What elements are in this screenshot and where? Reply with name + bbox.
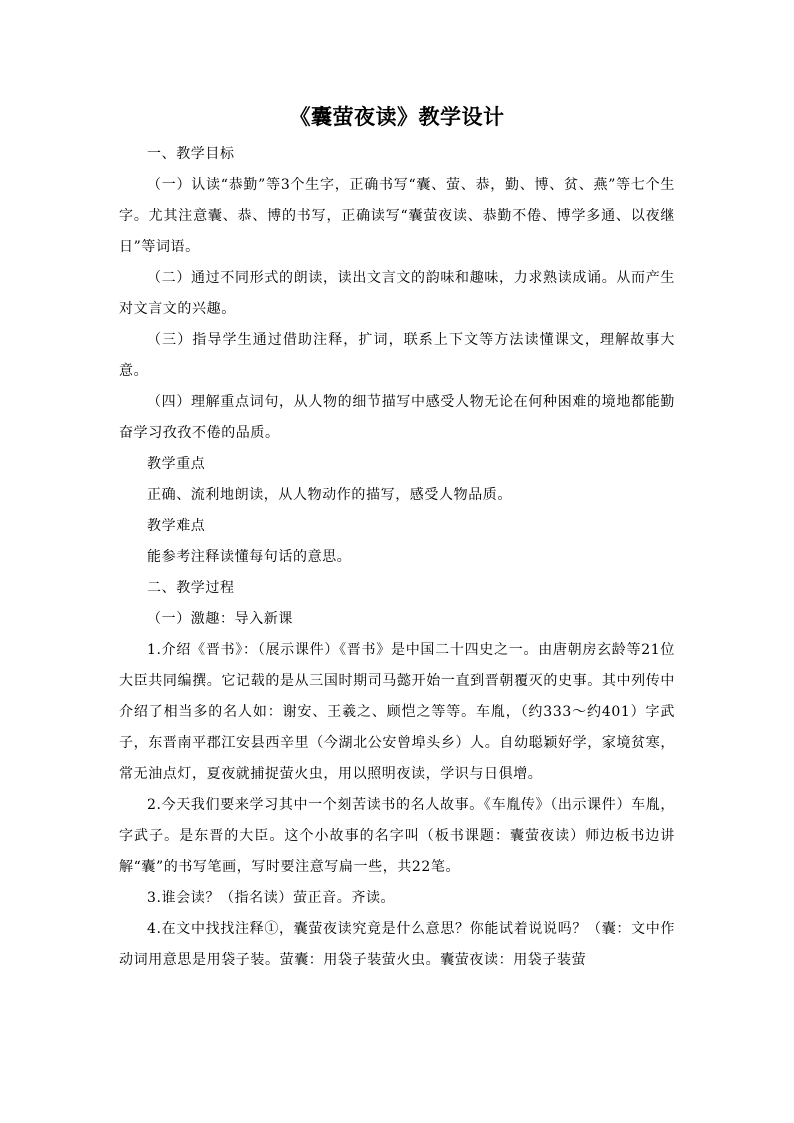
key-points-heading: 教学重点 bbox=[147, 456, 206, 472]
process-paragraph-1: 1.介绍《晋书》：（展示课件）《晋书》是中国二十四史之一。由唐朝房玄龄等21位大臣共同编撰。它记载的是从三国时期司马懿开始一直到晋朝覆灭的史事。其中列传中介绍了相当多的名人如：谢安、王羲之、顾恺之等等。车胤，（约333～约401）字武子，东晋南平郡江安县西辛里（今湖北公安曾埠头乡）人。自幼聪颖好学，家境贫寒，常无油点灯，夏夜就捕捉萤火虫，用以照明夜读，学识与日俱增。 bbox=[119, 642, 675, 782]
section-heading-objectives: 一、教学目标 bbox=[147, 146, 235, 162]
document-page bbox=[119, 101, 675, 976]
section-heading-process: 二、教学过程 bbox=[147, 580, 235, 596]
objective-paragraph-1: （一）认读“恭勤”等3个生字，正确书写“囊、萤、恭，勤、博、贫、燕”等七个生字。尤其注意囊、恭、博的书写，正确读写“囊萤夜读、恭勤不倦、博学多通、以夜继日”等词语。 bbox=[119, 177, 675, 255]
objective-paragraph-3: （三）指导学生通过借助注释，扩词，联系上下文等方法读懂课文，理解故事大意。 bbox=[119, 332, 675, 379]
process-paragraph-3: 3.谁会读？（指名读）萤正音。齐读。 bbox=[147, 890, 396, 906]
process-paragraph-4: 4.在文中找找注释①，囊萤夜读究竟是什么意思？你能试着说说吗？（囊：文中作动词用意思是用袋子装。萤囊：用袋子装萤火虫。囊萤夜读：用袋子装萤 bbox=[119, 921, 675, 968]
document-title: 《囊萤夜读》教学设计 bbox=[289, 105, 505, 129]
process-step-heading: （一）激趣：导入新课 bbox=[147, 611, 293, 627]
difficulties-heading: 教学难点 bbox=[147, 518, 206, 534]
difficulties-text: 能参考注释读懂每句话的意思。 bbox=[147, 549, 352, 565]
objective-paragraph-2: （二）通过不同形式的朗读，读出文言文的韵味和趣味，力求熟读成诵。从而产生对文言文的兴趣。 bbox=[119, 270, 675, 317]
key-points-text: 正确、流利地朗读，从人物动作的描写，感受人物品质。 bbox=[147, 487, 512, 503]
process-paragraph-2: 2.今天我们要来学习其中一个刻苦读书的名人故事。《车胤传》（出示课件）车胤，字武子。是东晋的大臣。这个小故事的名字叫（板书课题：囊萤夜读）师边板书边讲解“囊”的书写笔画，写时要注意写扁一些，共22笔。 bbox=[119, 797, 675, 875]
objective-paragraph-4: （四）理解重点词句，从人物的细节描写中感受人物无论在何种困难的境地都能勤奋学习孜孜不倦的品质。 bbox=[119, 394, 675, 441]
